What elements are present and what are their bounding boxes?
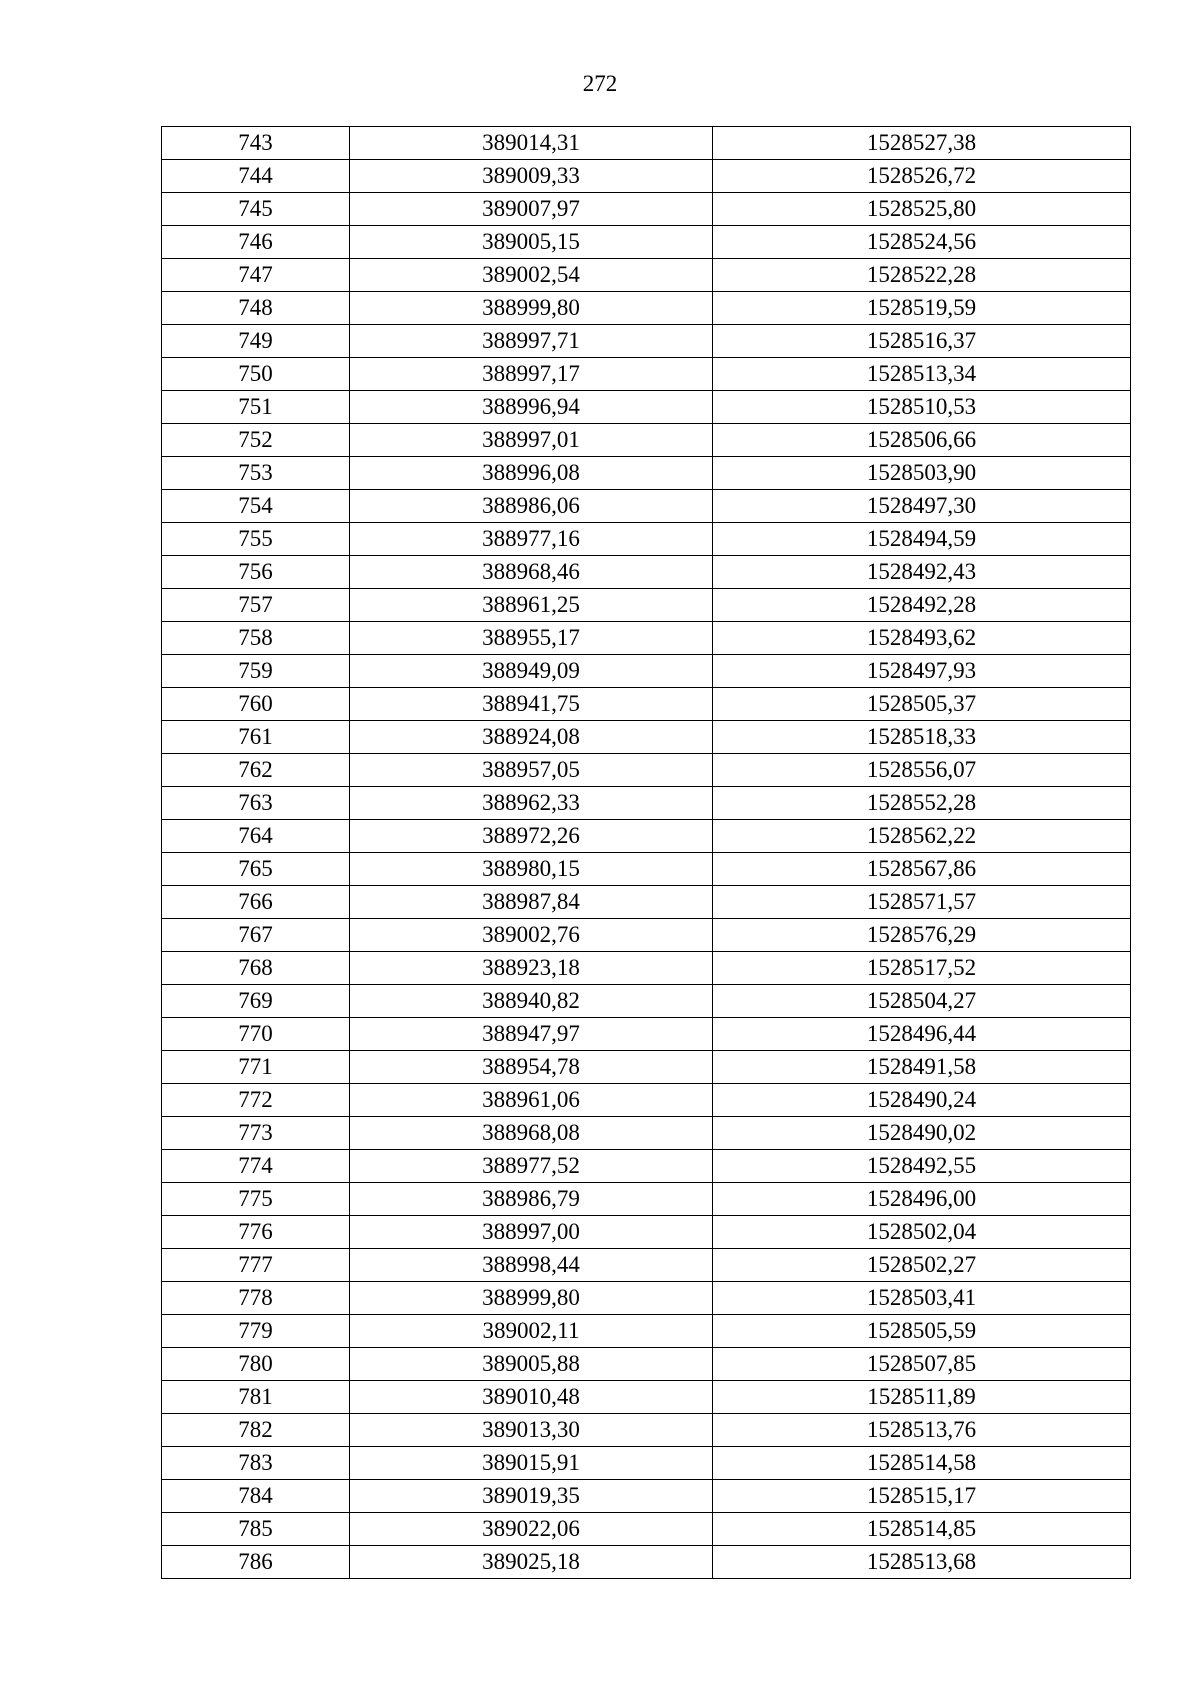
y-coordinate-cell: 1528513,76 — [713, 1414, 1131, 1447]
y-coordinate-cell: 1528492,55 — [713, 1150, 1131, 1183]
y-coordinate-cell: 1528522,28 — [713, 259, 1131, 292]
point-number-cell: 764 — [162, 820, 350, 853]
table-row — [162, 1150, 1131, 1183]
y-coordinate-cell: 1528515,17 — [713, 1480, 1131, 1513]
y-coordinate-cell: 1528493,62 — [713, 622, 1131, 655]
x-coordinate-cell: 388947,97 — [350, 1018, 713, 1051]
point-number-cell: 781 — [162, 1381, 350, 1414]
point-number-cell: 748 — [162, 292, 350, 325]
x-coordinate-cell: 388968,46 — [350, 556, 713, 589]
table-row — [162, 1348, 1131, 1381]
y-coordinate-cell: 1528527,38 — [713, 127, 1131, 160]
x-coordinate-cell: 388940,82 — [350, 985, 713, 1018]
y-coordinate-cell: 1528511,89 — [713, 1381, 1131, 1414]
point-number-cell: 770 — [162, 1018, 350, 1051]
x-coordinate-cell: 388972,26 — [350, 820, 713, 853]
table-row — [162, 655, 1131, 688]
point-number-cell: 779 — [162, 1315, 350, 1348]
point-number-cell: 756 — [162, 556, 350, 589]
x-coordinate-cell: 388999,80 — [350, 292, 713, 325]
y-coordinate-cell: 1528497,30 — [713, 490, 1131, 523]
y-coordinate-cell: 1528496,44 — [713, 1018, 1131, 1051]
table-row — [162, 1282, 1131, 1315]
y-coordinate-cell: 1528490,24 — [713, 1084, 1131, 1117]
table-row — [162, 1117, 1131, 1150]
y-coordinate-cell: 1528496,00 — [713, 1183, 1131, 1216]
table-row — [162, 292, 1131, 325]
point-number-cell: 778 — [162, 1282, 350, 1315]
x-coordinate-cell: 388977,52 — [350, 1150, 713, 1183]
x-coordinate-cell: 389015,91 — [350, 1447, 713, 1480]
point-number-cell: 774 — [162, 1150, 350, 1183]
y-coordinate-cell: 1528552,28 — [713, 787, 1131, 820]
table-row — [162, 226, 1131, 259]
x-coordinate-cell: 389005,15 — [350, 226, 713, 259]
y-coordinate-cell: 1528514,85 — [713, 1513, 1131, 1546]
x-coordinate-cell: 389005,88 — [350, 1348, 713, 1381]
point-number-cell: 744 — [162, 160, 350, 193]
x-coordinate-cell: 388949,09 — [350, 655, 713, 688]
y-coordinate-cell: 1528505,37 — [713, 688, 1131, 721]
y-coordinate-cell: 1528503,41 — [713, 1282, 1131, 1315]
point-number-cell: 749 — [162, 325, 350, 358]
table-row — [162, 523, 1131, 556]
point-number-cell: 746 — [162, 226, 350, 259]
table-row — [162, 259, 1131, 292]
x-coordinate-cell: 389009,33 — [350, 160, 713, 193]
y-coordinate-cell: 1528503,90 — [713, 457, 1131, 490]
y-coordinate-cell: 1528507,85 — [713, 1348, 1131, 1381]
table-row — [162, 1216, 1131, 1249]
point-number-cell: 785 — [162, 1513, 350, 1546]
x-coordinate-cell: 389022,06 — [350, 1513, 713, 1546]
y-coordinate-cell: 1528525,80 — [713, 193, 1131, 226]
x-coordinate-cell: 388997,01 — [350, 424, 713, 457]
x-coordinate-cell: 388941,75 — [350, 688, 713, 721]
table-row — [162, 820, 1131, 853]
y-coordinate-cell: 1528490,02 — [713, 1117, 1131, 1150]
point-number-cell: 762 — [162, 754, 350, 787]
y-coordinate-cell: 1528576,29 — [713, 919, 1131, 952]
point-number-cell: 766 — [162, 886, 350, 919]
point-number-cell: 760 — [162, 688, 350, 721]
x-coordinate-cell: 388997,00 — [350, 1216, 713, 1249]
x-coordinate-cell: 388957,05 — [350, 754, 713, 787]
table-row — [162, 886, 1131, 919]
table-row — [162, 1414, 1131, 1447]
x-coordinate-cell: 388980,15 — [350, 853, 713, 886]
point-number-cell: 743 — [162, 127, 350, 160]
x-coordinate-cell: 388996,94 — [350, 391, 713, 424]
x-coordinate-cell: 388997,71 — [350, 325, 713, 358]
point-number-cell: 758 — [162, 622, 350, 655]
table-row — [162, 1051, 1131, 1084]
point-number-cell: 759 — [162, 655, 350, 688]
table-row — [162, 490, 1131, 523]
x-coordinate-cell: 388996,08 — [350, 457, 713, 490]
table-row — [162, 688, 1131, 721]
point-number-cell: 757 — [162, 589, 350, 622]
table-row — [162, 358, 1131, 391]
x-coordinate-cell: 389002,76 — [350, 919, 713, 952]
x-coordinate-cell: 389010,48 — [350, 1381, 713, 1414]
x-coordinate-cell: 388962,33 — [350, 787, 713, 820]
table-row — [162, 1018, 1131, 1051]
table-row — [162, 754, 1131, 787]
point-number-cell: 750 — [162, 358, 350, 391]
y-coordinate-cell: 1528491,58 — [713, 1051, 1131, 1084]
point-number-cell: 763 — [162, 787, 350, 820]
y-coordinate-cell: 1528504,27 — [713, 985, 1131, 1018]
point-number-cell: 752 — [162, 424, 350, 457]
y-coordinate-cell: 1528502,27 — [713, 1249, 1131, 1282]
x-coordinate-cell: 388986,06 — [350, 490, 713, 523]
point-number-cell: 772 — [162, 1084, 350, 1117]
point-number-cell: 753 — [162, 457, 350, 490]
table-row — [162, 1480, 1131, 1513]
point-number-cell: 745 — [162, 193, 350, 226]
point-number-cell: 754 — [162, 490, 350, 523]
point-number-cell: 755 — [162, 523, 350, 556]
y-coordinate-cell: 1528505,59 — [713, 1315, 1131, 1348]
table-row — [162, 589, 1131, 622]
y-coordinate-cell: 1528506,66 — [713, 424, 1131, 457]
table-row — [162, 787, 1131, 820]
point-number-cell: 769 — [162, 985, 350, 1018]
coordinates-table-body — [162, 127, 1131, 1579]
x-coordinate-cell: 389013,30 — [350, 1414, 713, 1447]
x-coordinate-cell: 388998,44 — [350, 1249, 713, 1282]
x-coordinate-cell: 388924,08 — [350, 721, 713, 754]
point-number-cell: 776 — [162, 1216, 350, 1249]
x-coordinate-cell: 388961,06 — [350, 1084, 713, 1117]
y-coordinate-cell: 1528492,43 — [713, 556, 1131, 589]
point-number-cell: 782 — [162, 1414, 350, 1447]
table-row — [162, 985, 1131, 1018]
y-coordinate-cell: 1528518,33 — [713, 721, 1131, 754]
table-row — [162, 1546, 1131, 1579]
table-row — [162, 193, 1131, 226]
table-row — [162, 424, 1131, 457]
x-coordinate-cell: 389019,35 — [350, 1480, 713, 1513]
table-row — [162, 556, 1131, 589]
point-number-cell: 765 — [162, 853, 350, 886]
page-number: 272 — [582, 71, 618, 96]
x-coordinate-cell: 388987,84 — [350, 886, 713, 919]
y-coordinate-cell: 1528556,07 — [713, 754, 1131, 787]
table-row — [162, 1381, 1131, 1414]
x-coordinate-cell: 388997,17 — [350, 358, 713, 391]
x-coordinate-cell: 389014,31 — [350, 127, 713, 160]
y-coordinate-cell: 1528502,04 — [713, 1216, 1131, 1249]
point-number-cell: 767 — [162, 919, 350, 952]
table-row — [162, 160, 1131, 193]
y-coordinate-cell: 1528513,34 — [713, 358, 1131, 391]
table-row — [162, 622, 1131, 655]
table-row — [162, 325, 1131, 358]
table-row — [162, 1447, 1131, 1480]
point-number-cell: 747 — [162, 259, 350, 292]
x-coordinate-cell: 388954,78 — [350, 1051, 713, 1084]
y-coordinate-cell: 1528567,86 — [713, 853, 1131, 886]
table-row — [162, 721, 1131, 754]
y-coordinate-cell: 1528526,72 — [713, 160, 1131, 193]
y-coordinate-cell: 1528571,57 — [713, 886, 1131, 919]
y-coordinate-cell: 1528492,28 — [713, 589, 1131, 622]
point-number-cell: 773 — [162, 1117, 350, 1150]
y-coordinate-cell: 1528562,22 — [713, 820, 1131, 853]
table-row — [162, 457, 1131, 490]
x-coordinate-cell: 389002,11 — [350, 1315, 713, 1348]
point-number-cell: 780 — [162, 1348, 350, 1381]
table-row — [162, 1183, 1131, 1216]
table-row — [162, 1513, 1131, 1546]
x-coordinate-cell: 389007,97 — [350, 193, 713, 226]
x-coordinate-cell: 389002,54 — [350, 259, 713, 292]
table-row — [162, 1249, 1131, 1282]
point-number-cell: 751 — [162, 391, 350, 424]
point-number-cell: 761 — [162, 721, 350, 754]
x-coordinate-cell: 388961,25 — [350, 589, 713, 622]
y-coordinate-cell: 1528513,68 — [713, 1546, 1131, 1579]
table-row — [162, 853, 1131, 886]
x-coordinate-cell: 388955,17 — [350, 622, 713, 655]
table-row — [162, 391, 1131, 424]
y-coordinate-cell: 1528514,58 — [713, 1447, 1131, 1480]
table-row — [162, 1084, 1131, 1117]
y-coordinate-cell: 1528516,37 — [713, 325, 1131, 358]
y-coordinate-cell: 1528510,53 — [713, 391, 1131, 424]
y-coordinate-cell: 1528517,52 — [713, 952, 1131, 985]
point-number-cell: 777 — [162, 1249, 350, 1282]
x-coordinate-cell: 389025,18 — [350, 1546, 713, 1579]
point-number-cell: 783 — [162, 1447, 350, 1480]
x-coordinate-cell: 388923,18 — [350, 952, 713, 985]
table-row — [162, 127, 1131, 160]
y-coordinate-cell: 1528494,59 — [713, 523, 1131, 556]
point-number-cell: 786 — [162, 1546, 350, 1579]
table-row — [162, 1315, 1131, 1348]
x-coordinate-cell: 388999,80 — [350, 1282, 713, 1315]
x-coordinate-cell: 388968,08 — [350, 1117, 713, 1150]
y-coordinate-cell: 1528497,93 — [713, 655, 1131, 688]
table-row — [162, 919, 1131, 952]
y-coordinate-cell: 1528524,56 — [713, 226, 1131, 259]
point-number-cell: 775 — [162, 1183, 350, 1216]
table-row — [162, 952, 1131, 985]
x-coordinate-cell: 388986,79 — [350, 1183, 713, 1216]
coordinates-table — [161, 126, 1131, 1579]
point-number-cell: 771 — [162, 1051, 350, 1084]
point-number-cell: 768 — [162, 952, 350, 985]
point-number-cell: 784 — [162, 1480, 350, 1513]
x-coordinate-cell: 388977,16 — [350, 523, 713, 556]
y-coordinate-cell: 1528519,59 — [713, 292, 1131, 325]
